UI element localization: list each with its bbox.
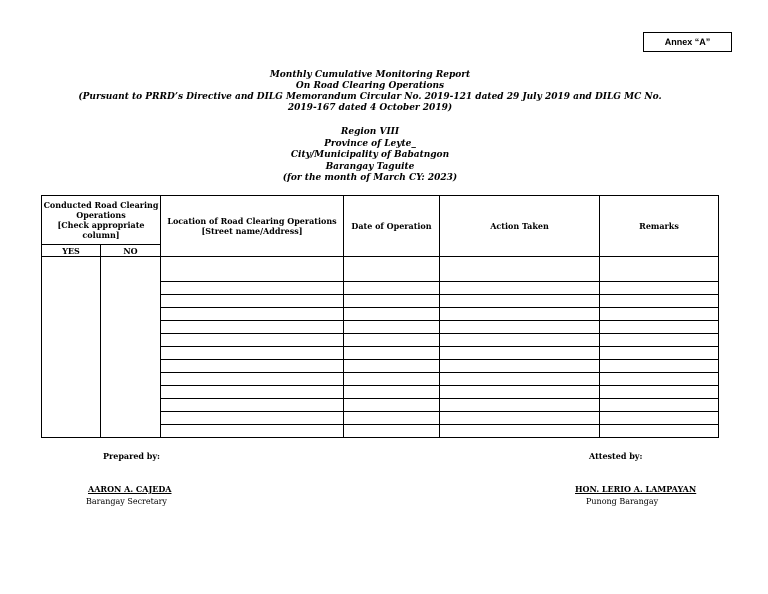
header-location: Location of Road Clearing Operations [Street name/Address] [161, 196, 344, 257]
date-cell[interactable] [344, 334, 440, 347]
attested-title: Punong Barangay [586, 497, 659, 506]
remarks-cell[interactable] [600, 360, 719, 373]
location-cell[interactable] [161, 334, 344, 347]
date-cell[interactable] [344, 282, 440, 295]
attested-name: HON. LERIO A. LAMPAYAN [575, 484, 697, 494]
remarks-cell[interactable] [600, 295, 719, 308]
remarks-cell[interactable] [600, 412, 719, 425]
date-cell[interactable] [344, 308, 440, 321]
province: Province of Leyte_ [324, 138, 416, 149]
header-date: Date of Operation [344, 196, 440, 257]
no-cell[interactable] [101, 257, 161, 438]
action-cell[interactable] [440, 399, 600, 412]
location-cell[interactable] [161, 412, 344, 425]
action-cell[interactable] [440, 321, 600, 334]
action-cell[interactable] [440, 425, 600, 438]
location-block [200, 127, 540, 185]
header-remarks: Remarks [600, 196, 719, 257]
remarks-cell[interactable] [600, 425, 719, 438]
yes-cell[interactable] [42, 257, 101, 438]
date-cell[interactable] [344, 373, 440, 386]
title-line-3: (Pursuant to PRRD’s Directive and DILG Memorandum Circular No. 2019-121 dated 29 July 2019 and DILG MC No. 2019-167 dated 4 October 2019) [78, 92, 662, 113]
report-title [70, 70, 670, 114]
header-conducted: Conducted Road Clearing Operations [Check appropriate column] [42, 196, 161, 245]
annex-label: Annex “A” [643, 32, 732, 52]
barangay: Barangay Taguite [325, 161, 415, 172]
monitoring-table [41, 195, 719, 438]
location-cell[interactable] [161, 386, 344, 399]
date-cell[interactable] [344, 257, 440, 282]
remarks-cell[interactable] [600, 282, 719, 295]
date-cell[interactable] [344, 425, 440, 438]
period: (for the month of March CY: 2023) [282, 173, 458, 183]
remarks-cell[interactable] [600, 321, 719, 334]
date-cell[interactable] [344, 399, 440, 412]
remarks-cell[interactable] [600, 373, 719, 386]
date-cell[interactable] [344, 386, 440, 399]
header-row [42, 196, 719, 245]
header-action: Action Taken [440, 196, 600, 257]
date-cell[interactable] [344, 347, 440, 360]
location-cell[interactable] [161, 321, 344, 334]
action-cell[interactable] [440, 282, 600, 295]
prepared-name: AARON A. CAJEDA [88, 484, 172, 494]
action-cell[interactable] [440, 257, 600, 282]
action-cell[interactable] [440, 386, 600, 399]
location-cell[interactable] [161, 360, 344, 373]
location-cell[interactable] [161, 295, 344, 308]
title-line-1: Monthly Cumulative Monitoring Report [269, 70, 471, 80]
remarks-cell[interactable] [600, 386, 719, 399]
location-cell[interactable] [161, 399, 344, 412]
attested-label: Attested by: [589, 451, 643, 461]
remarks-cell[interactable] [600, 399, 719, 412]
action-cell[interactable] [440, 360, 600, 373]
remarks-cell[interactable] [600, 308, 719, 321]
header-yes: YES [42, 245, 101, 257]
date-cell[interactable] [344, 295, 440, 308]
date-cell[interactable] [344, 360, 440, 373]
remarks-cell[interactable] [600, 257, 719, 282]
location-cell[interactable] [161, 373, 344, 386]
location-cell[interactable] [161, 425, 344, 438]
action-cell[interactable] [440, 308, 600, 321]
location-cell[interactable] [161, 308, 344, 321]
table-row [42, 257, 719, 282]
header-no: NO [101, 245, 161, 257]
action-cell[interactable] [440, 295, 600, 308]
remarks-cell[interactable] [600, 347, 719, 360]
location-cell[interactable] [161, 347, 344, 360]
prepared-label: Prepared by: [103, 451, 160, 461]
date-cell[interactable] [344, 412, 440, 425]
location-cell[interactable] [161, 282, 344, 295]
location-cell[interactable] [161, 257, 344, 282]
region: Region VIII [340, 127, 400, 137]
title-line-2: On Road Clearing Operations [295, 81, 445, 91]
remarks-cell[interactable] [600, 334, 719, 347]
city: City/Municipality of Babatngon [290, 150, 450, 160]
date-cell[interactable] [344, 321, 440, 334]
action-cell[interactable] [440, 334, 600, 347]
prepared-title: Barangay Secretary [86, 497, 167, 506]
action-cell[interactable] [440, 412, 600, 425]
action-cell[interactable] [440, 347, 600, 360]
action-cell[interactable] [440, 373, 600, 386]
